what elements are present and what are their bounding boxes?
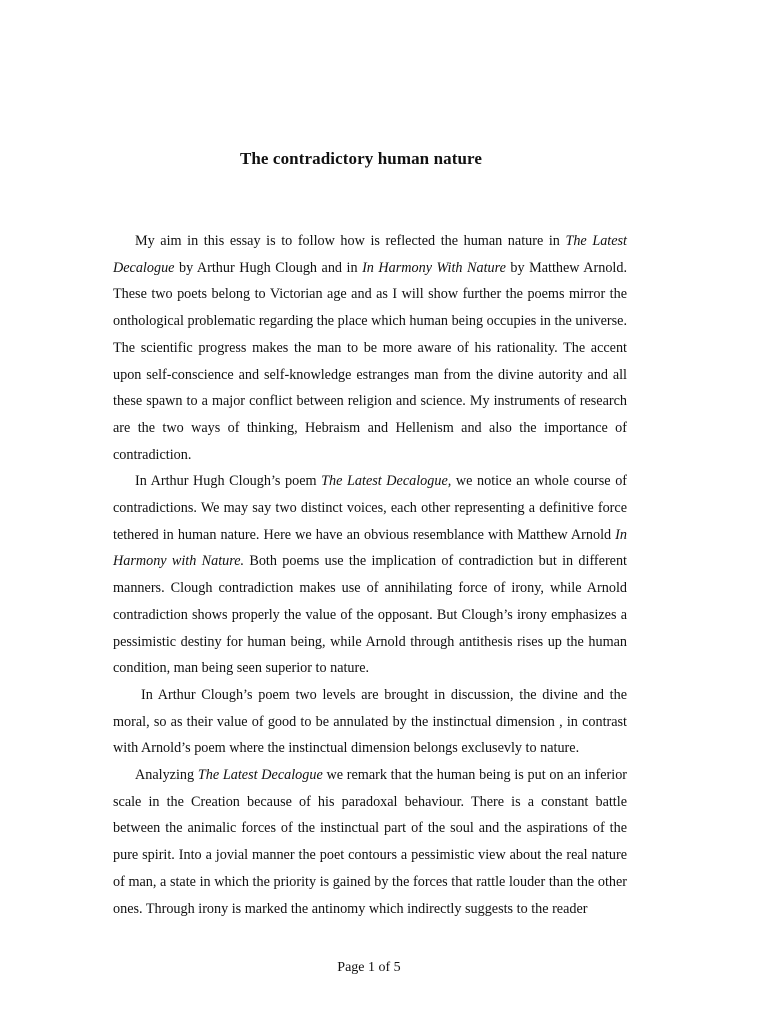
document-title: The contradictory human nature [239,149,483,168]
text-run-italic: The Latest Decalogue, [321,473,452,490]
text-run-italic: The Latest Decalogue [197,767,323,784]
document-body [113,228,627,922]
text-run: My aim in this essay is to follow how is reflected the human nature in [135,233,566,249]
paragraph-4 [113,762,627,922]
text-run-italic: In Harmony With Nature [362,259,506,276]
text-run: Both poems use the implication of contradiction but in different manners. Clough contradiction makes use of annihilating force of irony, while Arnold contradiction shows properly the value of the opposant. But Clough’s irony emphasizes a pessimistic destiny for human being, while Arnold through antithesis rises up the human condition, man being seen superior to nature. [113,553,628,677]
text-run: by Arthur Hugh Clough and in [174,259,363,276]
text-run: Analyzing [135,767,198,784]
text-run: In Arthur Hugh Clough’s poem [135,473,322,490]
text-run-italic: The Latest Decalogue [113,233,628,276]
paragraph-2 [113,468,627,682]
paragraph-1 [113,228,627,468]
text-run-italic: In Harmony with Nature. [113,526,627,570]
text-run: In Arthur Clough’s poem two levels are brought in discussion, the divine and the moral, so as their value of good to be annulated by the instinctual dimension , in contrast with Arnold’s poem where the instinctual dimension belongs exclusevly to nature. [113,686,627,757]
paragraph-3 [113,682,627,762]
text-run: we notice an whole course of contradictions. We may say two distinct voices, each other representing a definitive force tethered in human nature. Here we have an obvious resemblance with Matthew Arnold [113,473,628,543]
text-run: we remark that the human being is put on an inferior scale in the Creation because of his paradoxal behaviour. There is a constant battle between the animalic forces of the instinctual part of the soul and the aspirations of the pure spirit. Into a jovial manner the poet contours a pessimistic view about the real nature of man, a state in which the priority is gained by the forces that rattle louder than the other ones. Through irony is marked the antinomy which indirectly suggests to the reader [113,767,628,917]
text-run: by Matthew Arnold. These two poets belong to Victorian age and as I will show further the poems mirror the onthological problematic regarding the place which human being occupies in the universe. The scientific progress makes the man to be more aware of his rationality. The accent upon self-conscience and self-knowledge estranges man from the divine autority and all these spawn to a major conflict between religion and science. My instruments of research are the two ways of thinking, Hebraism and Hellenism and also the importance of contradiction. [113,259,628,463]
page-number: Page 1 of 5 [337,960,401,975]
